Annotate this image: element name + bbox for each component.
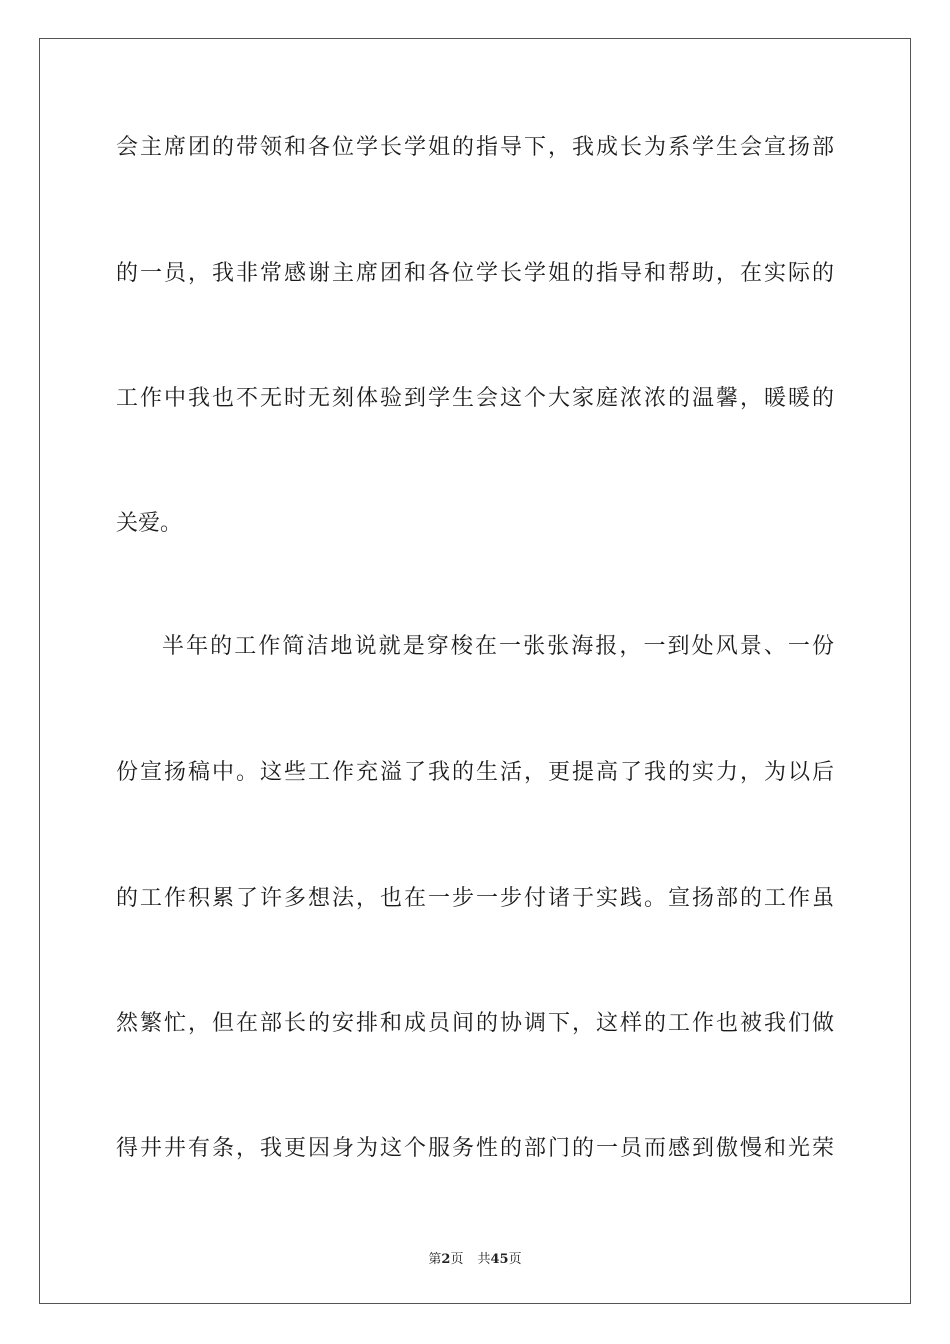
body-text-line: 份宣扬稿中。这些工作充溢了我的生活，更提高了我的实力，为以后 (116, 760, 834, 785)
paragraph-first-line: 半年的工作简洁地说就是穿梭在一张张海报，一到处风景、一份 (162, 634, 834, 659)
body-text-line: 然繁忙，但在部长的安排和成员间的协调下，这样的工作也被我们做 (116, 1011, 834, 1036)
body-text-line: 会主席团的带领和各位学长学姐的指导下，我成长为系学生会宣扬部 (116, 135, 834, 160)
page-footer (0, 1248, 950, 1267)
body-text-line: 关爱。 (116, 511, 183, 536)
page-border (39, 38, 911, 1304)
body-text-line: 的工作积累了许多想法，也在一步一步付诸于实践。宣扬部的工作虽 (116, 886, 834, 911)
page-number-label: 第2页 (428, 1252, 464, 1267)
body-text-line: 得井井有条，我更因身为这个服务性的部门的一员而感到傲慢和光荣 (116, 1136, 834, 1161)
total-pages-label: 共45页 (477, 1252, 522, 1267)
body-text-line: 工作中我也不无时无刻体验到学生会这个大家庭浓浓的温馨，暖暖的 (116, 386, 834, 411)
body-text-line: 的一员，我非常感谢主席团和各位学长学姐的指导和帮助，在实际的 (116, 261, 834, 286)
